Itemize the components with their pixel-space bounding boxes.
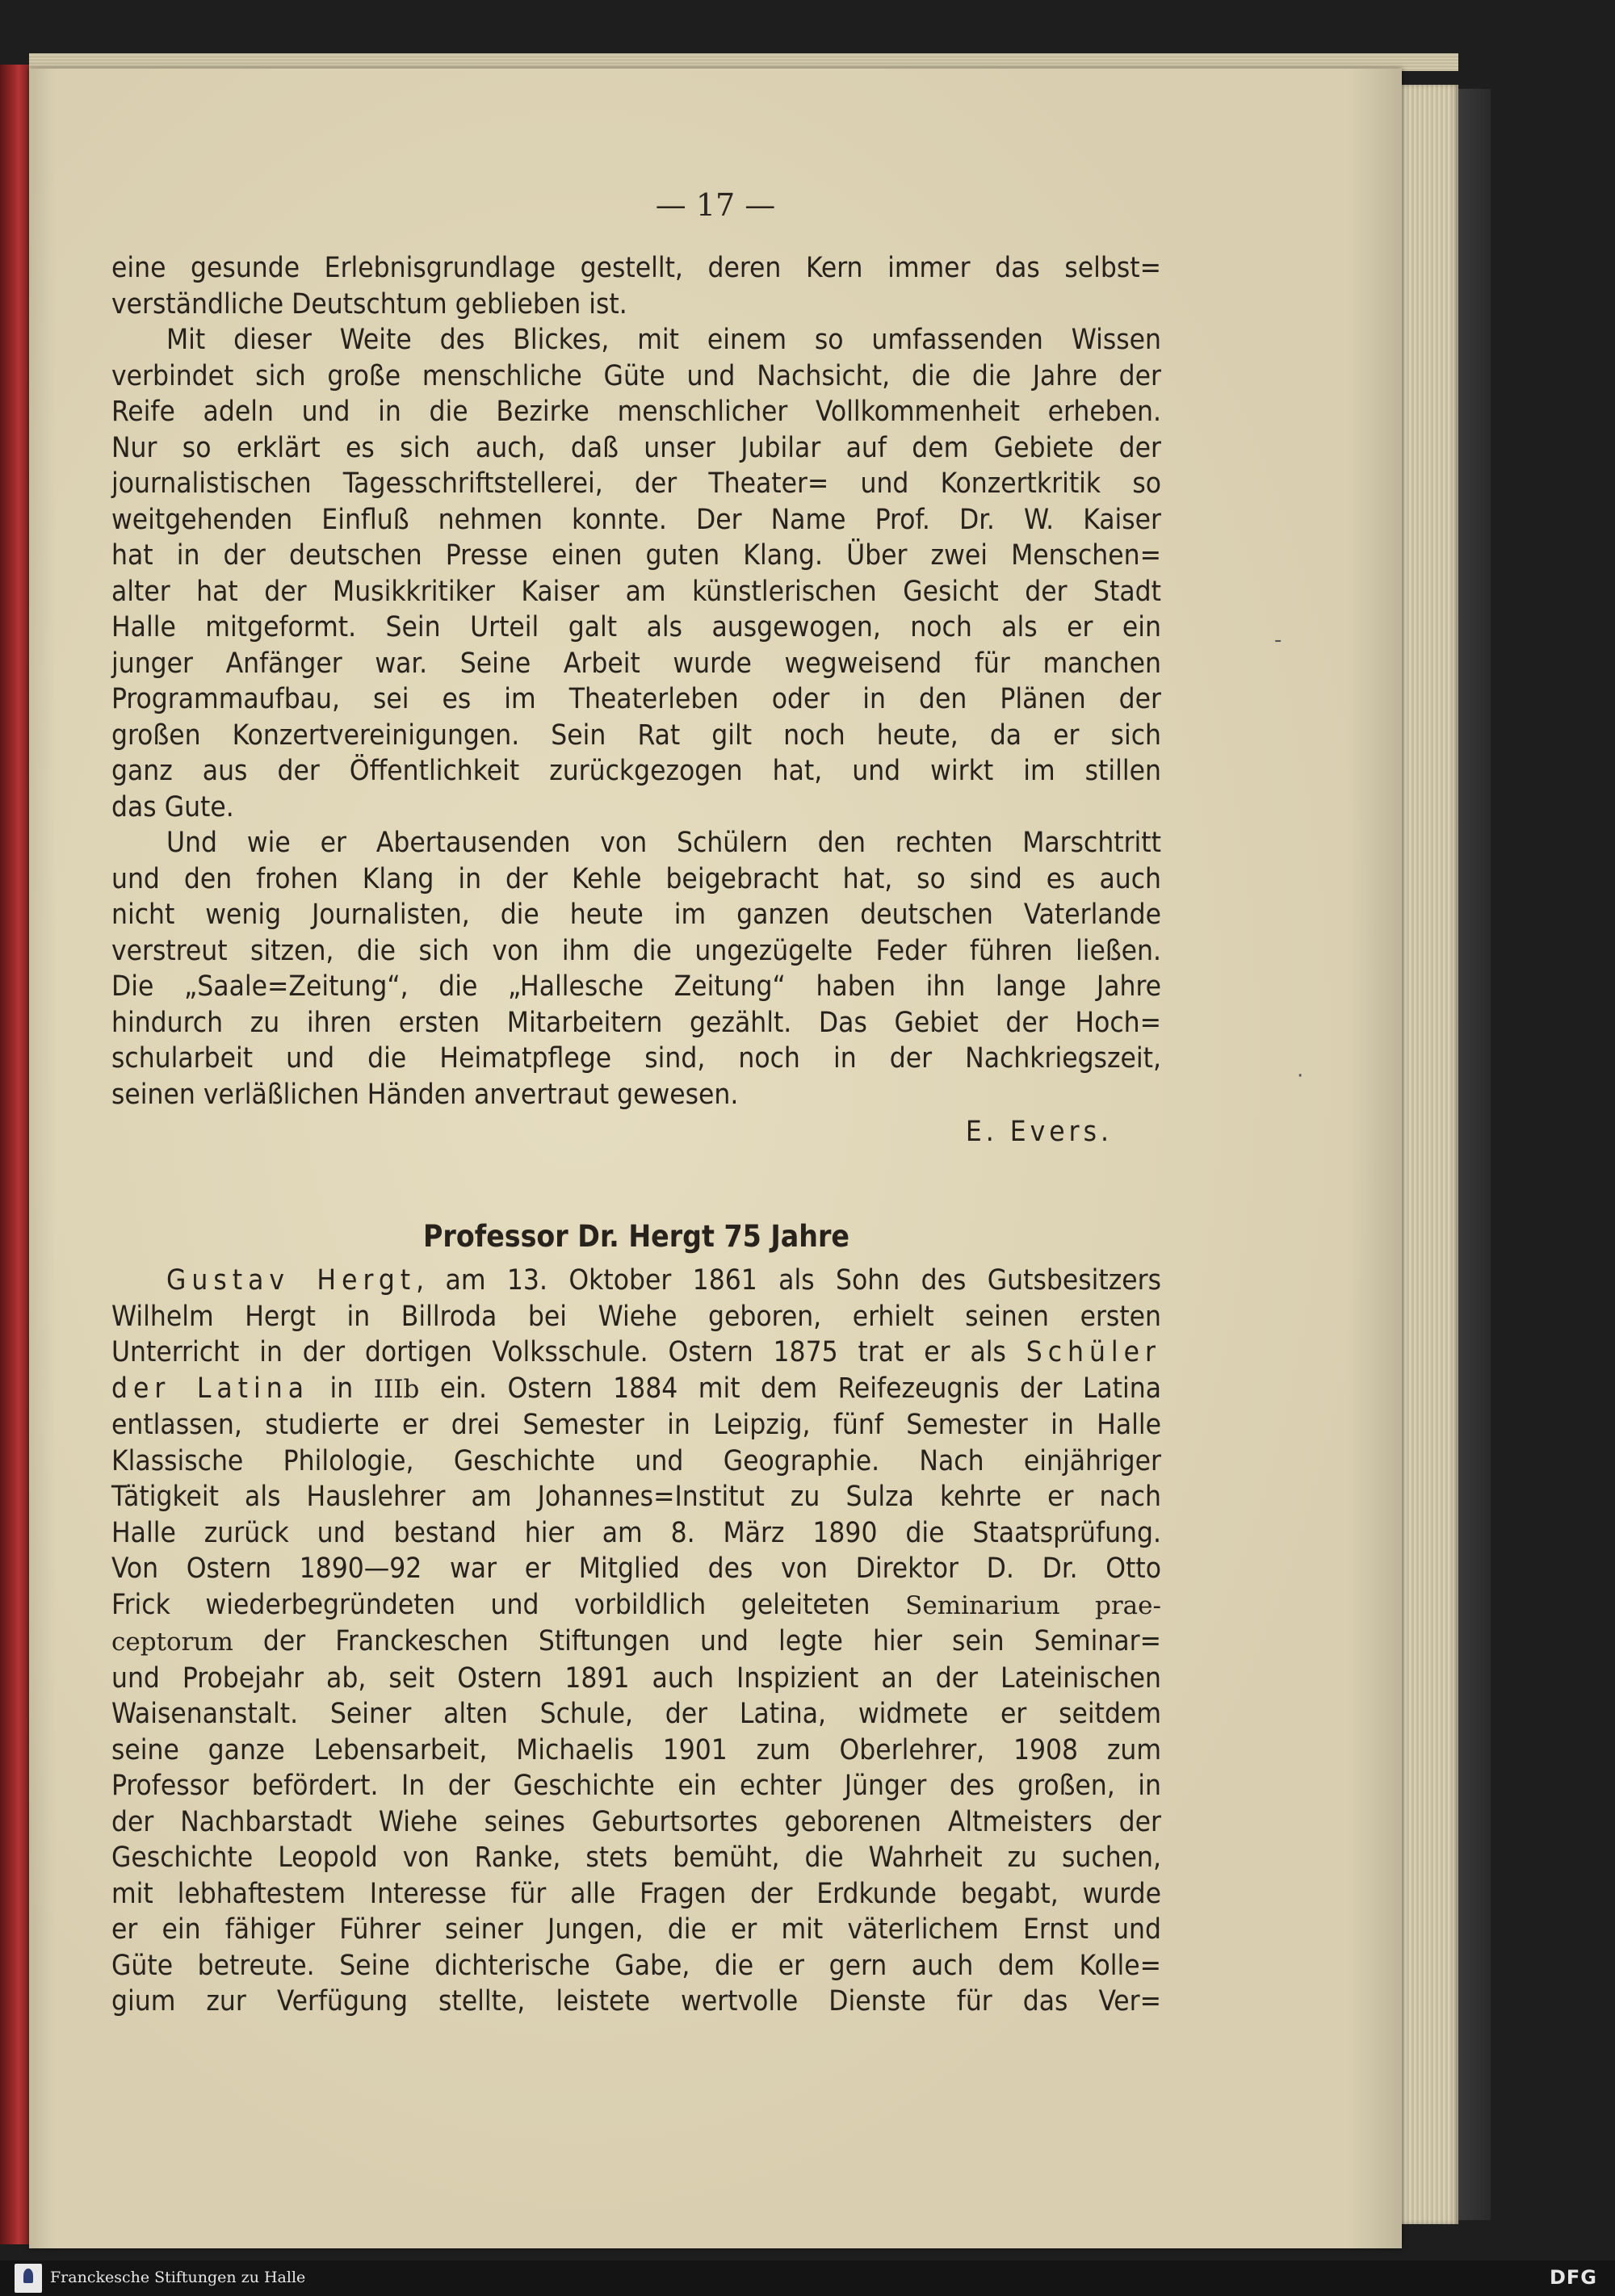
text-line: das Gute. — [111, 790, 234, 823]
text-line — [111, 1587, 1161, 1624]
text-line: hat in der deutschen Presse einen guten Klang. Über zwei Menschen= — [111, 539, 1161, 572]
text-line: Nur so erklärt es sich auch, daß unser Jubilar auf dem Gebiete der — [111, 431, 1161, 464]
text-line: und Probejahr ab, seit Ostern 1891 auch Inspizient an der Lateinischen — [111, 1661, 1161, 1695]
text-line: Klassische Philologie, Geschichte und Geographie. Nach einjähriger — [111, 1444, 1161, 1477]
text-line: Tätigkeit als Hauslehrer am Johannes=Institut zu Sulza kehrte er nach — [111, 1481, 1161, 1513]
text-line: großen Konzertvereinigungen. Sein Rat gilt noch heute, da er sich — [111, 719, 1161, 752]
book-binding-red — [0, 65, 31, 2244]
text-line — [111, 1624, 1161, 1661]
section-heading: Professor Dr. Hergt 75 Jahre — [423, 1219, 849, 1254]
text-fragment: Frick wiederbegründeten und vorbildlich geleiteten — [111, 1588, 906, 1621]
text-line: Reife adeln und in die Bezirke menschlicher Vollkommenheit erheben. — [111, 396, 1161, 428]
text-line: hindurch zu ihren ersten Mitarbeitern gezählt. Das Gebiet der Hoch= — [111, 1006, 1161, 1039]
signature: E. Evers. — [965, 1116, 1113, 1148]
emphasized-text: der Latina — [111, 1372, 309, 1405]
text-line: Und wie er Abertausenden von Schülern den rechten Marschtritt — [166, 827, 1161, 859]
text-fragment: Unterricht in der dortigen Volksschule. Ostern 1875 trat er als — [111, 1336, 1026, 1368]
text-line: entlassen, studierte er drei Semester in Leipzig, fünf Semester in Halle — [111, 1409, 1161, 1441]
text-line: seinen verläßlichen Händen anvertraut gewesen. — [111, 1078, 739, 1111]
text-line: der Nachbarstadt Wiehe seines Geburtsortes geborenen Altmeisters der — [111, 1805, 1161, 1838]
emphasized-text: Schüler — [1026, 1336, 1161, 1368]
francke-logo-icon — [15, 2264, 42, 2293]
paragraph-2 — [111, 322, 1161, 825]
dfg-logo: DFG — [1549, 2266, 1597, 2289]
text-line: schularbeit und die Heimatpflege sind, noch in der Nachkriegszeit, — [111, 1042, 1161, 1075]
text-line: verstreut sitzen, die sich von ihm die ungezügelte Feder führen ließen. — [111, 934, 1161, 967]
text-line: Halle mitgeformt. Sein Urteil galt als ausgewogen, noch als er ein — [111, 611, 1161, 643]
text-line: Programmaufbau, sei es im Theaterleben oder in den Plänen der — [111, 683, 1161, 715]
text-line: und den frohen Klang in der Kehle beigebracht hat, so sind es auch — [111, 862, 1161, 895]
text-line: nicht wenig Journalisten, die heute im ganzen deutschen Vaterlande — [111, 899, 1161, 931]
page-number: — 17 — — [655, 187, 776, 223]
text-line: er ein fähiger Führer seiner Jungen, die er mit väterlichem Ernst und — [111, 1913, 1161, 1946]
text-line — [111, 1334, 1161, 1371]
text-line — [111, 1371, 1161, 1408]
text-line: Halle zurück und bestand hier am 8. März 1890 die Staatsprüfung. — [111, 1516, 1161, 1549]
text-line: mit lebhaftestem Interesse für alle Fragen der Erdkunde begabt, wurde — [111, 1877, 1161, 1910]
text-line: Wilhelm Hergt in Billroda bei Wiehe geboren, erhielt seinen ersten — [111, 1300, 1161, 1333]
text-fragment: der Franckeschen Stiftungen und legte hier sein Seminar= — [233, 1625, 1161, 1657]
text-line: Geschichte Leopold von Ranke, stets bemüht, die Wahrheit zu suchen, — [111, 1841, 1161, 1874]
text-line: Mit dieser Weite des Blickes, mit einem so umfassenden Wissen — [166, 324, 1161, 356]
viewer-footer — [0, 2260, 1615, 2296]
text-line: Waisenanstalt. Seiner alten Schule, der Latina, widmete er seitdem — [111, 1698, 1161, 1730]
text-line: verständliche Deutschtum geblieben ist. — [111, 287, 627, 321]
text-fragment: ein. Ostern 1884 mit dem Reifezeugnis der Latina — [419, 1372, 1161, 1405]
text-line — [111, 1263, 1161, 1299]
class-designation: IIIb — [373, 1374, 420, 1404]
paragraph-3 — [111, 825, 1161, 1112]
text-line: alter hat der Musikkritiker Kaiser am künstlerischen Gesicht der Stadt — [111, 575, 1161, 608]
latin-term: ceptorum — [111, 1628, 233, 1657]
text-line: verbindet sich große menschliche Güte und Nachsicht, die die Jahre der — [111, 359, 1161, 392]
paragraph-4 — [111, 1263, 1161, 2020]
book-page-edges — [1402, 85, 1458, 2224]
text-line: journalistischen Tagesschriftstellerei, der Theater= und Konzertkritik so — [111, 467, 1161, 500]
text-line: Von Ostern 1890—92 war er Mitglied des von Direktor D. Dr. Otto — [111, 1552, 1161, 1585]
text-line: Güte betreute. Seine dichterische Gabe, die er gern auch dem Kolle= — [111, 1949, 1161, 1982]
latin-term: Seminarium prae- — [905, 1590, 1161, 1620]
text-fragment: , am 13. Oktober 1861 als Sohn des Gutsbesitzers — [416, 1264, 1161, 1297]
paragraph-1 — [111, 250, 1161, 322]
book-cover-edge — [1458, 89, 1491, 2220]
text-line: gium zur Verfügung stellte, leistete wertvolle Dienste für das Ver= — [111, 1985, 1161, 2017]
text-line: weitgehenden Einfluß nehmen konnte. Der Name Prof. Dr. W. Kaiser — [111, 503, 1161, 536]
person-name: Gustav Hergt — [166, 1264, 417, 1297]
margin-mark: - — [1274, 628, 1282, 652]
institution-name: Franckesche Stiftungen zu Halle — [50, 2269, 306, 2286]
text-line: Professor befördert. In der Geschichte ein echter Jünger des großen, in — [111, 1770, 1161, 1802]
text-line: eine gesunde Erlebnisgrundlage gestellt, deren Kern immer das selbst= — [111, 252, 1161, 284]
margin-mark: · — [1297, 1064, 1304, 1088]
text-line: Die „Saale=Zeitung“, die „Hallesche Zeitung“ haben ihn lange Jahre — [111, 970, 1161, 1003]
text-line: ganz aus der Öffentlichkeit zurückgezogen hat, und wirkt im stillen — [111, 755, 1161, 787]
text-line: seine ganze Lebensarbeit, Michaelis 1901 zum Oberlehrer, 1908 zum — [111, 1733, 1161, 1766]
text-fragment: in — [309, 1372, 374, 1405]
page-text — [111, 250, 1161, 2020]
text-line: junger Anfänger war. Seine Arbeit wurde wegweisend für manchen — [111, 647, 1161, 680]
